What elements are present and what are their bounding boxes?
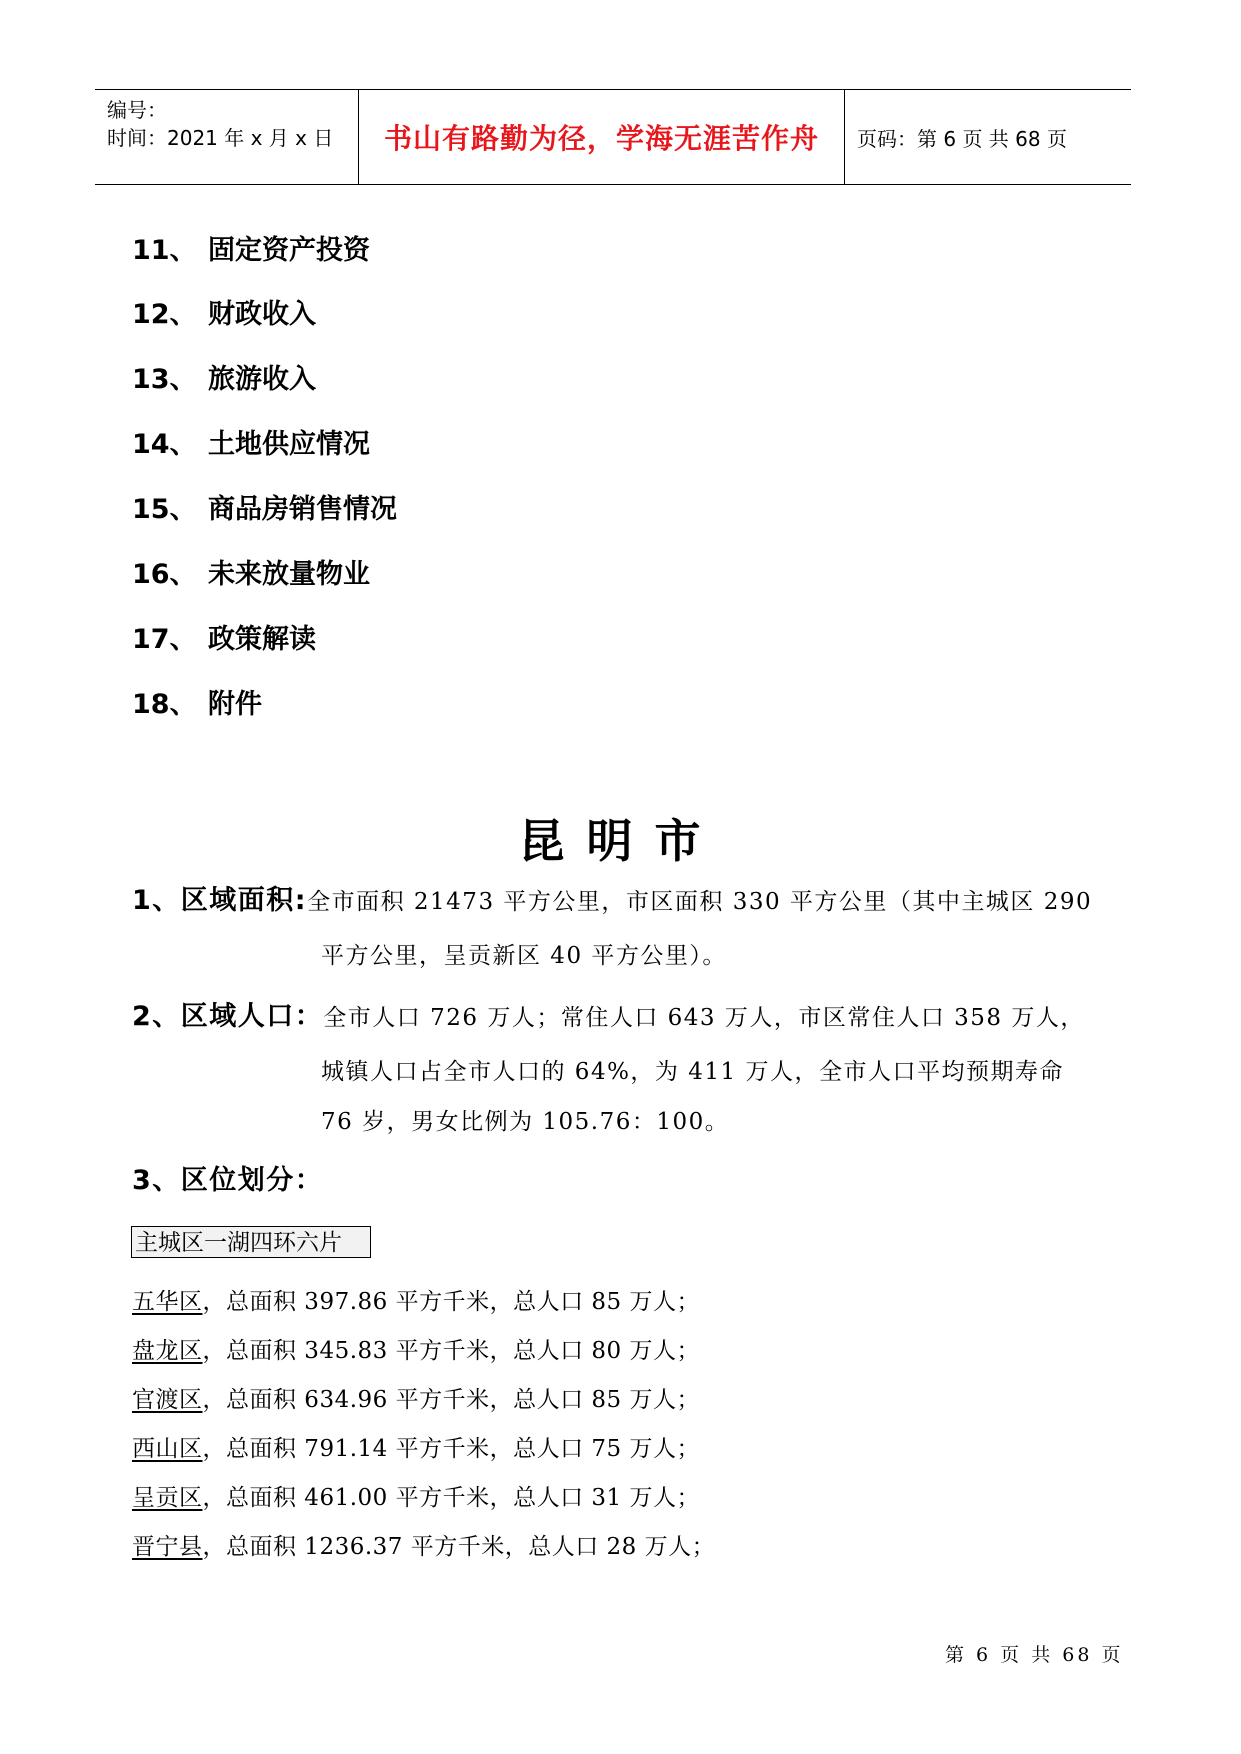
header-page-cell [845,90,1131,184]
population-heading: 2、区域人口： [132,1001,324,1032]
toc-item [132,487,397,526]
boxed-label: 主城区一湖四环六片 [131,1226,371,1258]
toc-title: 财政收入 [208,299,316,330]
toc-item [132,617,316,656]
toc-title: 旅游收入 [208,364,316,395]
district-name: 晋宁县 [132,1534,203,1560]
district-row [132,1430,700,1463]
header-motto-cell [359,90,845,184]
district-row [132,1381,700,1414]
toc-number: 15、 [132,494,197,525]
toc-title: 附件 [208,689,262,720]
toc-item [132,228,370,267]
page-header [95,89,1131,185]
toc-number: 16、 [132,559,197,590]
district-name: 官渡区 [132,1387,203,1413]
district-row [132,1332,700,1365]
district-info: ，总面积 1236.37 平方千米，总人口 28 万人； [202,1534,716,1560]
motto-text: 书山有路勤为径，学海无涯苦作舟 [383,122,819,155]
area-line-1 [132,878,1092,917]
population-line-1 [132,994,1085,1033]
district-row [132,1528,715,1561]
header-meta [95,90,359,184]
area-text-2: 平方公里，呈贡新区 40 平方公里）。 [321,943,727,969]
district-name: 西山区 [132,1436,203,1462]
toc-number: 18、 [132,689,197,720]
area-heading: 1、区域面积: [132,885,308,916]
toc-item [132,292,316,331]
district-name: 盘龙区 [132,1338,203,1364]
time-label: 时间：2021 年 x 月 x 日 [107,126,334,150]
toc-number: 11、 [132,235,197,266]
page-number-label: 页码：第 6 页 共 68 页 [857,126,1067,151]
toc-item [132,422,370,461]
district-name: 五华区 [132,1289,203,1315]
district-row [132,1479,700,1512]
page-footer: 第 6 页 共 68 页 [945,1644,1124,1666]
district-info: ，总面积 791.14 平方千米，总人口 75 万人； [202,1436,700,1462]
population-text-3: 76 岁，男女比例为 105.76：100。 [321,1109,730,1135]
district-info: ，总面积 397.86 平方千米，总人口 85 万人； [202,1289,700,1315]
toc-number: 12、 [132,299,197,330]
toc-item [132,682,262,721]
division-line [132,1158,323,1197]
toc-title: 固定资产投资 [208,235,370,266]
toc-item [132,357,316,396]
population-text-2: 城镇人口占全市人口的 64%，为 411 万人，全市人口平均预期寿命 [321,1059,1064,1085]
toc-number: 14、 [132,429,197,460]
population-text-1: 全市人口 726 万人；常住人口 643 万人，市区常住人口 358 万人， [323,1005,1085,1031]
district-name: 呈贡区 [132,1485,203,1511]
number-label: 编号： [107,98,167,122]
toc-title: 政策解读 [208,624,316,655]
toc-title: 土地供应情况 [208,429,370,460]
district-info: ，总面积 345.83 平方千米，总人口 80 万人； [202,1338,700,1364]
division-heading: 3、区位划分： [132,1165,324,1196]
toc-number: 13、 [132,364,197,395]
area-text-1: 全市面积 21473 平方公里，市区面积 330 平方公里（其中主城区 290 [307,889,1093,915]
city-title: 昆明市 [518,814,723,868]
toc-title: 未来放量物业 [208,559,370,590]
district-info: ，总面积 634.96 平方千米，总人口 85 万人； [202,1387,700,1413]
toc-title: 商品房销售情况 [208,494,397,525]
district-row [132,1283,700,1316]
toc-item [132,552,370,591]
toc-number: 17、 [132,624,197,655]
district-info: ，总面积 461.00 平方千米，总人口 31 万人； [202,1485,700,1511]
